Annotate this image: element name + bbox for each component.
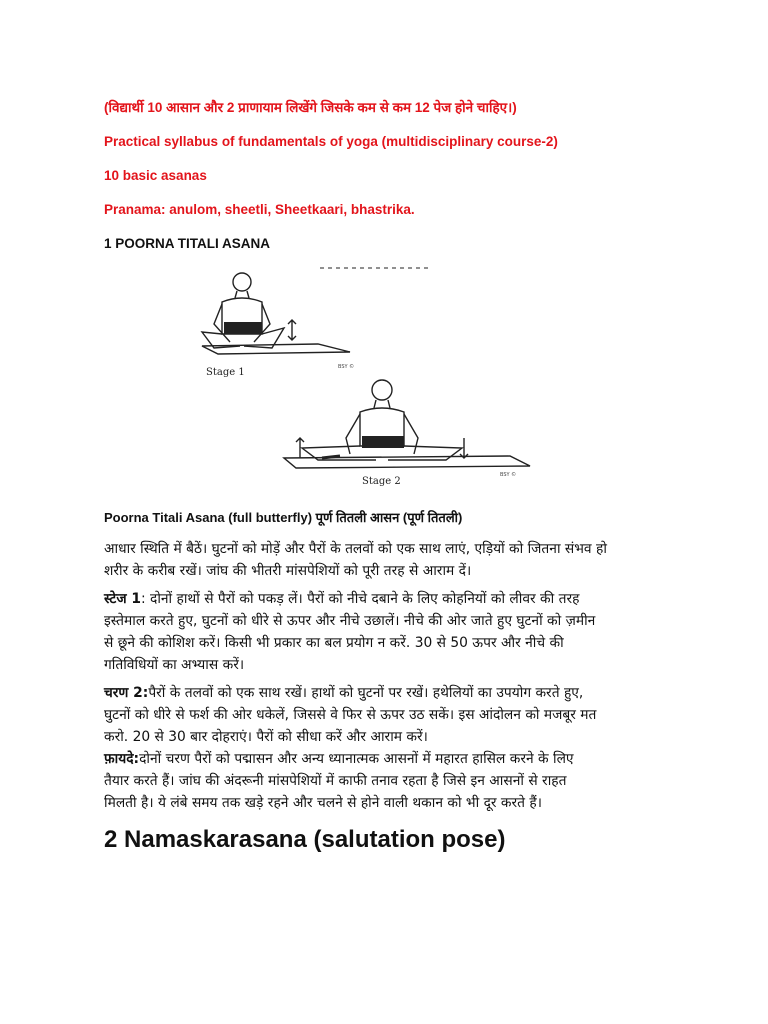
stage-1-label: Stage 1: [206, 367, 245, 378]
syllabus-title: Practical syllabus of fundamentals of yoga (multidisciplinary course-2): [104, 134, 558, 149]
butterfly-pose-drawing: [200, 262, 540, 488]
asanas-count-line: 10 basic asanas: [104, 168, 207, 183]
benefits-line: फ़ायदे:दोनों चरण पैरों को पद्मासन और अन्य ध्यानात्मक आसनों में महारत हासिल करने के लिए: [104, 751, 574, 767]
stage1-line: स्टेज 1: दोनों हाथों से पैरों को पकड़ लें। पैरों को नीचे दबाने के लिए कोहनियों को लीवर की तरह: [104, 591, 580, 607]
benefits-paragraph: [104, 748, 704, 814]
intro-line: शरीर के करीब रखें। जांघ की भीतरी मांसपेशियों को पूरी तरह से आराम दें।: [104, 563, 472, 579]
benefits-label: फ़ायदे:: [104, 751, 140, 767]
stage1-paragraph: [104, 588, 704, 676]
credit-1: BSY ©: [338, 364, 355, 370]
benefits-line: मिलती है। ये लंबे समय तक खड़े रहने और चलने से होने वाली थकान को भी दूर करते हैं।: [104, 795, 542, 811]
stage1-line: इस्तेमाल करते हुए, घुटनों को धीरे से ऊपर और नीचे उछालें। नीचे की ओर जाते हुए घुटनों को ज़मीन: [104, 613, 596, 629]
stage2-label: चरण 2:: [104, 685, 149, 701]
intro-line: आधार स्थिति में बैठें। घुटनों को मोड़ें और पैरों के तलवों को एक साथ लाएं, एड़ियों को जितना संभव हो: [104, 541, 607, 557]
stage2-paragraph: [104, 682, 704, 748]
student-instruction-note: (विद्यार्थी 10 आसान और 2 प्राणायाम लिखेंगे जिसके कम से कम 12 पेज होने चाहिए।): [104, 100, 517, 115]
pranayama-list-line: Pranama: anulom, sheetli, Sheetkaari, bhastrika.: [104, 202, 415, 217]
stage1-shorts-shape: [224, 322, 262, 334]
stage2-line: चरण 2:पैरों के तलवों को एक साथ रखें। हाथों को घुटनों पर रखें। हथेलियों का उपयोग करते हुए,: [104, 685, 584, 701]
figure-caption: Poorna Titali Asana (full butterfly) पूर्ण तितली आसन (पूर्ण तितली): [104, 510, 463, 525]
stage1-line: से छूने की कोशिश करें। किसी भी प्रकार का बल प्रयोग न करें. 30 से 50 ऊपर और नीचे की: [104, 635, 564, 651]
butterfly-pose-illustration: [200, 262, 540, 488]
stage1-label: स्टेज 1: [104, 591, 141, 607]
stage-2-label: Stage 2: [362, 476, 401, 487]
stage1-line: गतिविधियों का अभ्यास करें।: [104, 657, 245, 673]
stage2-line: करो. 20 से 30 बार दोहराएं। पैरों को सीधा करें और आराम करें।: [104, 729, 428, 745]
stage2-shorts-shape: [362, 436, 404, 448]
section-2-title: 2 Namaskarasana (salutation pose): [104, 826, 506, 853]
credit-2: BSY ©: [500, 472, 517, 478]
intro-paragraph: [104, 538, 704, 582]
benefits-line: तैयार करते हैं। जांघ की अंदरूनी मांसपेशियों में काफी तनाव रहता है जिसे इन आसनों से राहत: [104, 773, 567, 789]
stage2-line: घुटनों को धीरे से फर्श की ओर धकेलें, जिससे वे फिर से ऊपर उठ सकें। इस आंदोलन को मजबूर मत: [104, 707, 597, 723]
section-1-title: 1 POORNA TITALI ASANA: [104, 236, 271, 251]
